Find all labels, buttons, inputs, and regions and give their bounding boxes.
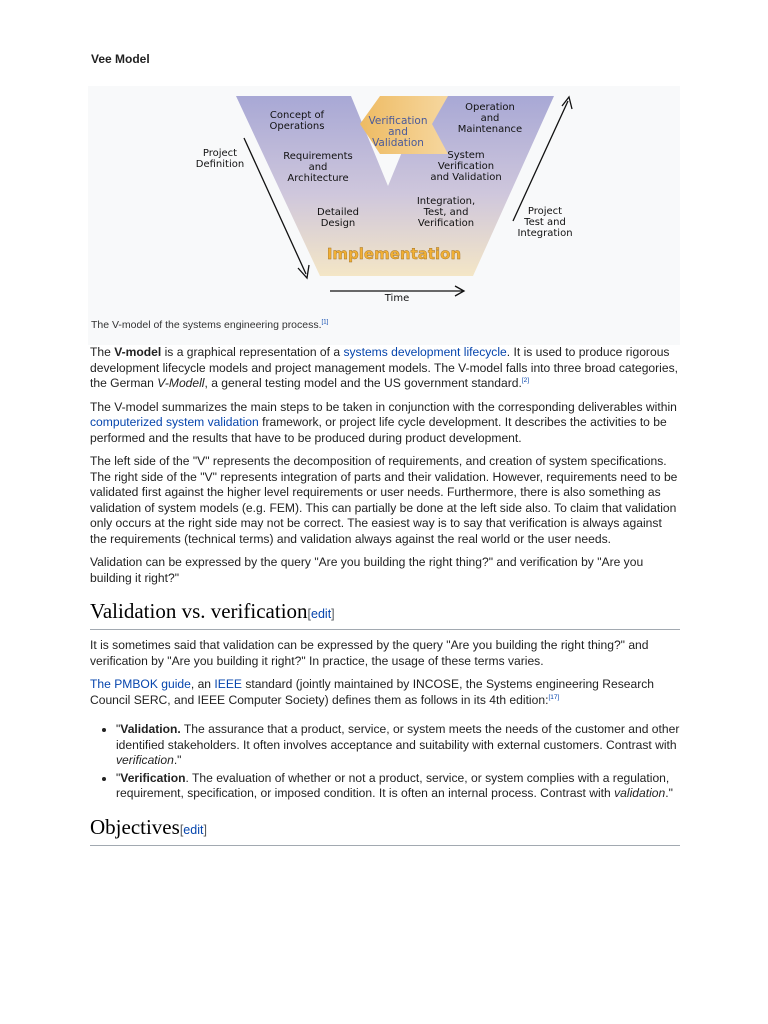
edit-link[interactable]: edit: [183, 822, 204, 837]
p6-text: , an: [190, 677, 215, 691]
quote-open: ": [116, 722, 121, 736]
quote-open: ": [116, 770, 121, 785]
req-label-3: Architecture: [287, 173, 349, 184]
edit-section: [308, 607, 335, 621]
paragraph-usage: It is sometimes said that validation can be expressed by the query "Are you building the right thing?" and verification by "Are you building it right?" In practice, the usage of these terms varies.: [90, 638, 649, 668]
time-label: Time: [384, 293, 410, 304]
edit-bracket-close: ]: [331, 607, 335, 621]
vmodel-term: V-model: [114, 345, 162, 359]
int-label-1: Integration,: [416, 196, 476, 207]
p2-text: The V-model summarizes the main steps to be taken in conjunction with the corresponding deliverables within: [90, 399, 677, 414]
p1-text: is a graphical representation of a: [161, 345, 344, 359]
proj-def-label-2: Definition: [195, 159, 245, 170]
heading-objectives: [90, 814, 680, 846]
sys-label-3: and Validation: [430, 172, 502, 183]
li2-text: .": [665, 786, 673, 800]
p6-text: standard (jointly maintained by INCOSE, the Systems engineering Research Council SERC, and IEEE Computer Society) defines them as follows in its 4th edition:: [90, 677, 655, 707]
verification-term: Verification: [120, 770, 186, 785]
article-content: [90, 345, 680, 854]
implementation-label: Implementation: [326, 245, 462, 263]
detail-label-2: Design: [320, 218, 356, 229]
paragraph-pmbok: [90, 677, 680, 708]
int-label-2: Test, and: [423, 207, 469, 218]
sdlc-link[interactable]: systems development lifecycle: [343, 345, 507, 359]
vv-label-1: Verification: [368, 115, 428, 127]
list-item-validation: [116, 722, 680, 769]
ref-2[interactable]: [2]: [521, 376, 530, 384]
figure-caption: [91, 319, 328, 331]
vmodell-term: V-Modell: [157, 376, 205, 390]
req-label-2: and: [308, 162, 328, 173]
sys-label-2: Verification: [437, 161, 495, 172]
op-label-3: Maintenance: [457, 124, 523, 135]
int-label-3: Verification: [417, 218, 475, 229]
edit-bracket-open: [: [307, 607, 312, 621]
vee-model-diagram: [88, 86, 680, 316]
definition-list: [90, 722, 680, 802]
ieee-link[interactable]: IEEE: [214, 677, 242, 691]
detail-label-1: Detailed: [317, 207, 359, 218]
vee-model-figure: [88, 86, 680, 345]
concept-label-2: Operations: [269, 121, 325, 132]
li1-text: The assurance that a product, service, or system meets the needs of the customer and other identified stakeholders. It often involves acceptance and suitability with external customers. Contrast with: [116, 722, 680, 752]
ref-17[interactable]: [17]: [548, 693, 560, 701]
sys-label-1: System: [447, 150, 485, 161]
proj-test-label-2: Test and: [524, 217, 566, 228]
paragraph-query: Validation can be expressed by the query "Are you building the right thing?" and verification by "Are you building it right?": [90, 555, 644, 585]
vv-label-2: and: [388, 126, 408, 138]
edit-link[interactable]: edit: [311, 607, 332, 621]
list-item-verification: [116, 771, 680, 802]
p1-text: . It is used to produce rigorous development lifecycle models and project management models. The V-model falls into three broad categories, the German: [90, 345, 678, 390]
caption-text: The V-model of the systems engineering process.: [91, 319, 322, 331]
heading-text: Validation vs. verification: [90, 599, 308, 623]
p2-text: framework, or project life cycle development. It describes the activities to be performed and the results that have to be produced during product development.: [90, 415, 667, 445]
page-label: Vee Model: [91, 52, 150, 66]
li2-text: . The evaluation of whether or not a product, service, or system complies with a regulation, requirement, specification, or imposed condition. It is often an internal process. Contrast with: [116, 770, 670, 800]
paragraph-sides: The left side of the "V" represents the decomposition of requirements, and creation of system specifications. The right side of the "V" represents integration of parts and their validation. However, requirements need to be validated first against the higher level requirements or user needs. Furthermore, there is also something as validation of system models (e.g. FEM). This can partially be done at the left side also. To claim that validation only occurs at the right side may not be correct. The easiest way is to say that verification is always against the requirements (technical terms) and validation always against the real world or the user needs.: [90, 454, 678, 546]
paragraph-intro: [90, 345, 680, 392]
paragraph-summary: [90, 400, 680, 447]
concept-label-1: Concept of: [269, 110, 325, 121]
edit-bracket-open: [: [179, 822, 184, 837]
proj-def-label-1: Project: [202, 148, 238, 159]
req-label-1: Requirements: [283, 151, 353, 162]
proj-test-label-1: Project: [527, 206, 563, 217]
validation-term: Validation.: [120, 722, 181, 736]
pmbok-link[interactable]: The PMBOK guide: [90, 677, 191, 691]
p1-text: The: [90, 345, 115, 359]
caption-ref[interactable]: [1]: [321, 319, 329, 326]
p1-text: , a general testing model and the US government standard.: [204, 376, 522, 390]
li1-text: .": [173, 753, 182, 767]
heading-text: Objectives: [90, 814, 180, 839]
op-label-1: Operation: [465, 102, 515, 113]
edit-bracket-close: ]: [203, 822, 207, 837]
heading-validation-vs-verification: [90, 598, 680, 630]
verification-term: verification: [116, 753, 174, 767]
proj-test-label-3: Integration: [517, 228, 573, 239]
validation-term: validation: [614, 786, 666, 800]
csv-link[interactable]: computerized system validation: [90, 415, 259, 429]
edit-section: [180, 823, 207, 837]
op-label-2: and: [480, 113, 500, 124]
vv-label-3: Validation: [372, 137, 424, 149]
